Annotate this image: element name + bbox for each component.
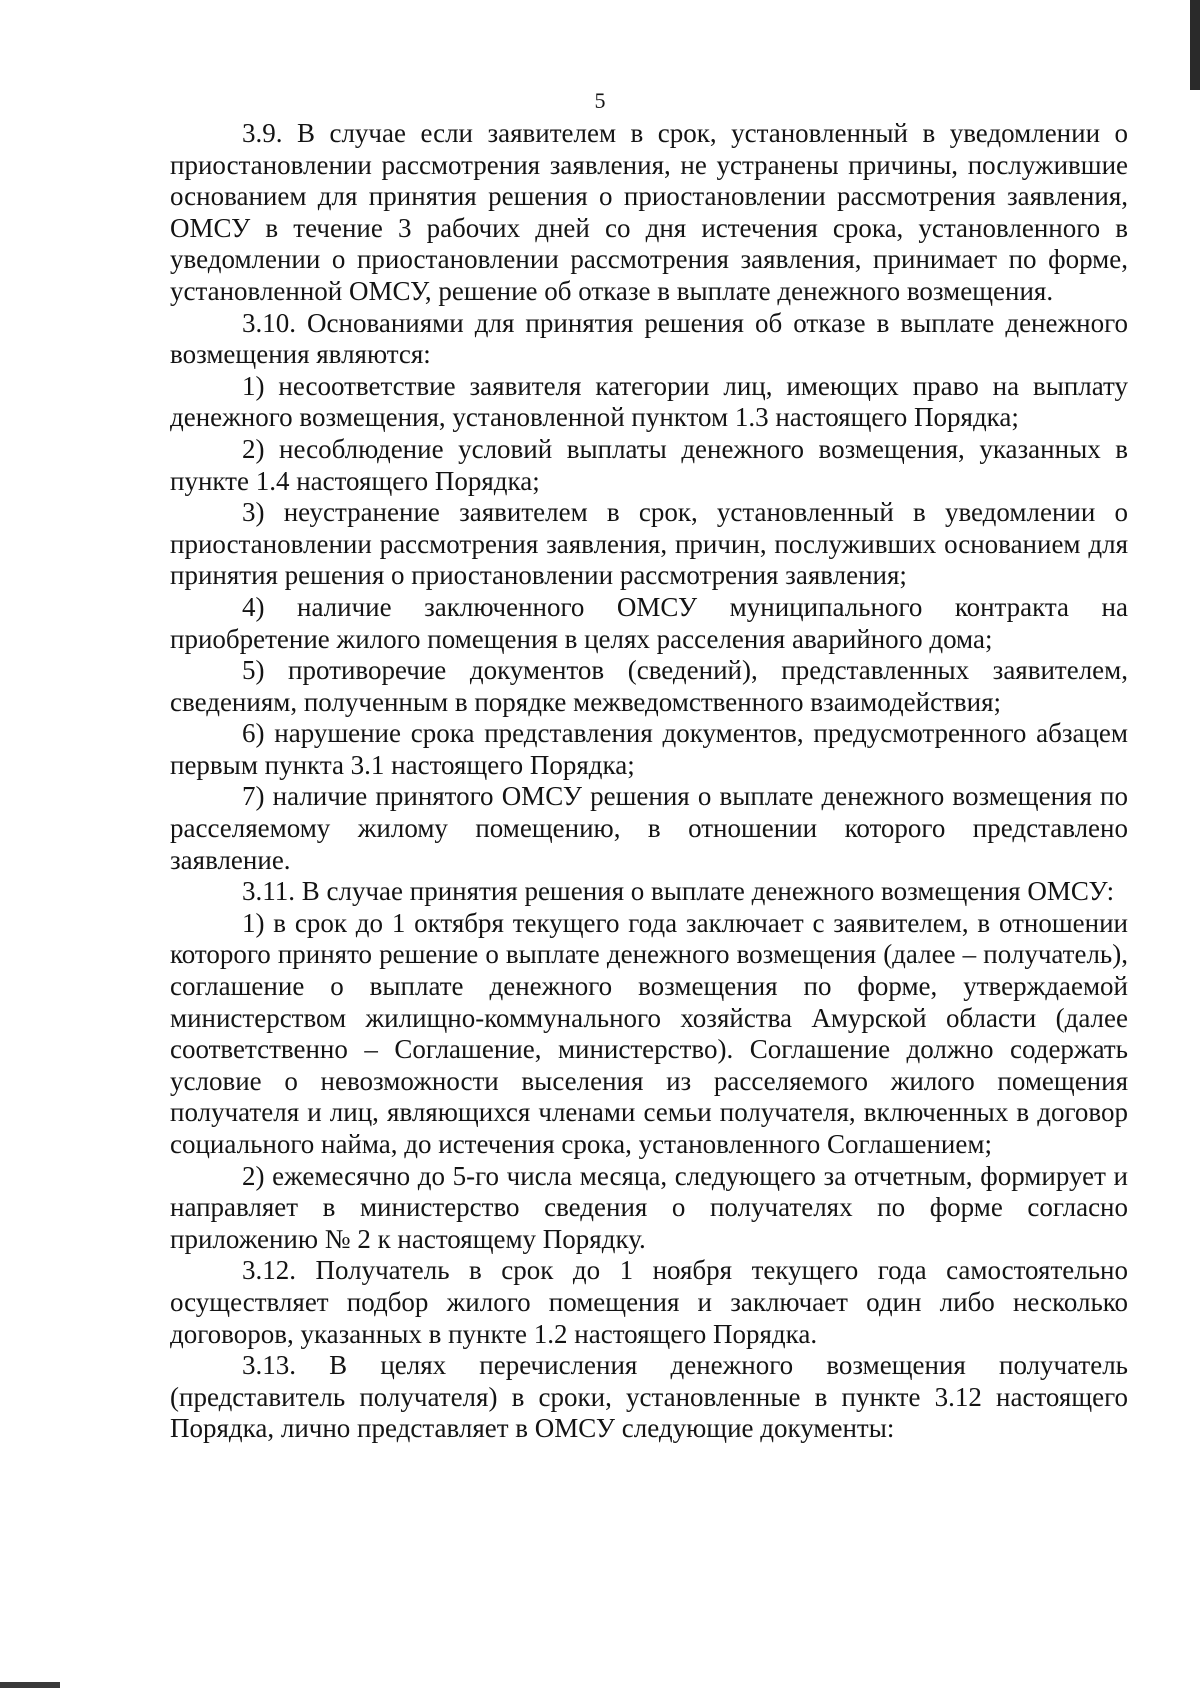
paragraph-3-11-item-1: 1) в срок до 1 октября текущего года заключает с заявителем, в отношении которого принято решение о выплате денежного возмещения (далее – получатель), соглашение о выплате денежного возмещения по форме, утверждаемой министерством жилищно-коммунального хозяйства Амурской области (далее соответственно – Соглашение, министерство). Соглашение должно содержать условие о невозможности выселения из расселяемого жилого помещения получателя и лиц, являющихся членами семьи получателя, включенных в договор социального найма, до истечения срока, установленного Соглашением;	[170, 907, 1128, 1159]
paragraph-3-10-item-1: 1) несоответствие заявителя категории лиц, имеющих право на выплату денежного возмещения, установленной пунктом 1.3 настоящего Порядка;	[170, 370, 1128, 433]
page-number: 5	[594, 88, 606, 113]
paragraph-3-10-item-6: 6) нарушение срока представления документов, предусмотренного абзацем первым пункта 3.1 настоящего Порядка;	[170, 718, 1128, 780]
scan-edge-mark	[1190, 0, 1200, 90]
paragraph-3-12: 3.12. Получатель в срок до 1 ноября текущего года самостоятельно осуществляет подбор жилого помещения и заключает один либо несколько договоров, указанных в пункте 1.2 настоящего Порядка.	[170, 1255, 1128, 1349]
paragraph-3-10: 3.10. Основаниями для принятия решения об отказе в выплате денежного возмещения являются:	[170, 307, 1128, 370]
paragraph-3-10-item-2: 2) несоблюдение условий выплаты денежного возмещения, указанных в пункте 1.4 настоящего Порядка;	[170, 433, 1128, 496]
paragraph-3-9: 3.9. В случае если заявителем в срок, установленный в уведомлении о приостановлении рассмотрения заявления, не устранены причины, послужившие основанием для принятия решения о приостановлении рассмотрения заявления, ОМСУ в течение 3 рабочих дней со дня истечения срока, установленного в уведомлении о приостановлении рассмотрения заявления, принимает по форме, установленной ОМСУ, решение об отказе в выплате денежного возмещения.	[170, 118, 1128, 306]
scan-bottom-mark	[0, 1682, 60, 1688]
paragraph-3-10-item-5: 5) противоречие документов (сведений), представленных заявителем, сведениям, полученным в порядке межведомственного взаимодействия;	[170, 655, 1128, 717]
paragraph-3-10-item-4: 4) наличие заключенного ОМСУ муниципального контракта на приобретение жилого помещения в целях расселения аварийного дома;	[170, 591, 1128, 654]
paragraph-3-10-item-7: 7) наличие принятого ОМСУ решения о выплате денежного возмещения по расселяемому жилому помещению, в отношении которого представлено заявление.	[170, 781, 1128, 875]
document-body	[170, 118, 1128, 1445]
paragraph-3-11-item-2: 2) ежемесячно до 5-го числа месяца, следующего за отчетным, формирует и направляет в министерство сведения о получателях по форме согласно приложению № 2 к настоящему Порядку.	[170, 1160, 1128, 1254]
paragraph-3-11: 3.11. В случае принятия решения о выплате денежного возмещения ОМСУ:	[242, 876, 1115, 907]
paragraph-3-13: 3.13. В целях перечисления денежного возмещения получатель (представитель получателя) в сроки, установленные в пункте 3.12 настоящего Порядка, лично представляет в ОМСУ следующие документы:	[170, 1350, 1128, 1444]
paragraph-3-10-item-3: 3) неустранение заявителем в срок, установленный в уведомлении о приостановлении рассмотрения заявления, причин, послуживших основанием для принятия решения о приостановлении рассмотрения заявления;	[170, 497, 1128, 591]
